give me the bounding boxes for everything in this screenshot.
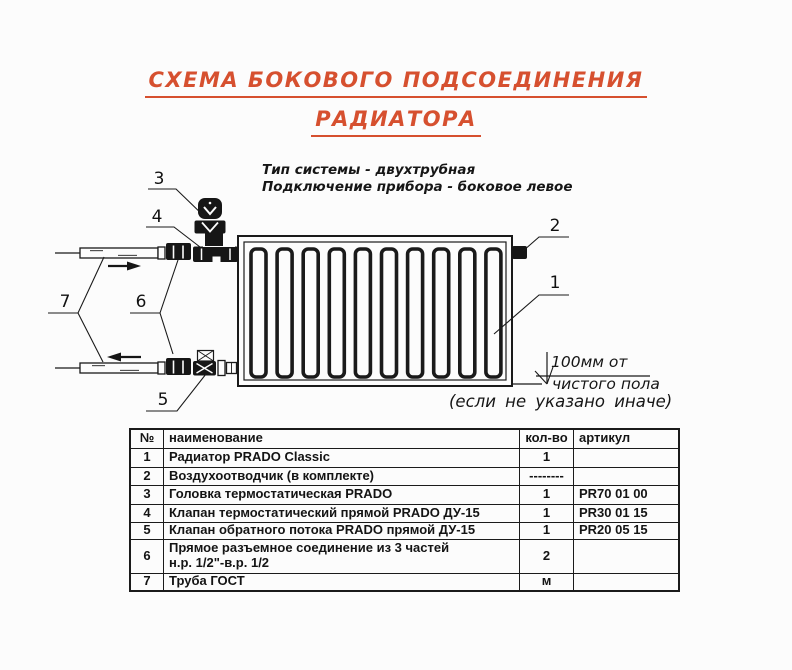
table-row: 2 Воздухоотводчик (в комплекте) -------- bbox=[130, 467, 679, 485]
dimension-text-line2: чистого пола bbox=[552, 375, 660, 393]
thermostatic-head bbox=[195, 198, 226, 234]
header-art: артикул bbox=[574, 429, 680, 448]
return-pipe bbox=[55, 362, 165, 374]
callout-3: 3 bbox=[153, 169, 165, 189]
table-row: 4 Клапан термостатический прямой PRADO ДУ-15 1 PR30 01 15 bbox=[130, 504, 679, 522]
dimension-text-line3: (если не указано иначе) bbox=[449, 392, 673, 411]
header-name: наименование bbox=[164, 429, 520, 448]
part-name-line1: Прямое разъемное соединение из 3 частей bbox=[169, 540, 450, 556]
system-info bbox=[262, 162, 572, 196]
table-row: 7 Труба ГОСТ м bbox=[130, 573, 679, 591]
callout-6: 6 bbox=[135, 292, 147, 312]
diagram-title-line2: РАДИАТОРА bbox=[0, 107, 792, 137]
callout-7: 7 bbox=[59, 292, 71, 312]
air-vent-plug bbox=[512, 246, 527, 259]
part-name-line2: н.р. 1/2"-в.р. 1/2 bbox=[169, 555, 270, 570]
radiator-body bbox=[238, 236, 512, 386]
table-row: 3 Головка термостатическая PRADO 1 PR70 01 00 bbox=[130, 485, 679, 504]
header-num: № bbox=[130, 429, 164, 448]
diagram-title-line1: СХЕМА БОКОВОГО ПОДСОЕДИНЕНИЯ bbox=[0, 68, 792, 98]
table-row: 6 Прямое разъемное соединение из 3 частей н.р. 1/2"-в.р. 1/2 2 bbox=[130, 539, 679, 573]
thermostatic-valve bbox=[193, 233, 238, 262]
callout-2: 2 bbox=[549, 216, 561, 236]
dimension-text-line1: 100мм от bbox=[551, 353, 628, 371]
return-valve bbox=[193, 351, 237, 376]
supply-pipe bbox=[55, 247, 165, 259]
table-row: 5 Клапан обратного потока PRADO прямой ДУ-15 1 PR20 05 15 bbox=[130, 522, 679, 539]
return-union-fitting bbox=[166, 358, 191, 375]
callout-4: 4 bbox=[151, 207, 163, 227]
callout-5: 5 bbox=[157, 390, 169, 410]
header-qty: кол-во bbox=[520, 429, 574, 448]
connection-type: Подключение прибора - боковое левое bbox=[262, 179, 573, 195]
supply-union-fitting bbox=[166, 243, 191, 260]
parts-table bbox=[129, 428, 680, 592]
system-type: Тип системы - двухтрубная bbox=[262, 162, 476, 178]
table-row: 1 Радиатор PRADO Classic 1 bbox=[130, 448, 679, 467]
callout-1: 1 bbox=[549, 273, 561, 293]
table-header-row bbox=[130, 429, 679, 448]
